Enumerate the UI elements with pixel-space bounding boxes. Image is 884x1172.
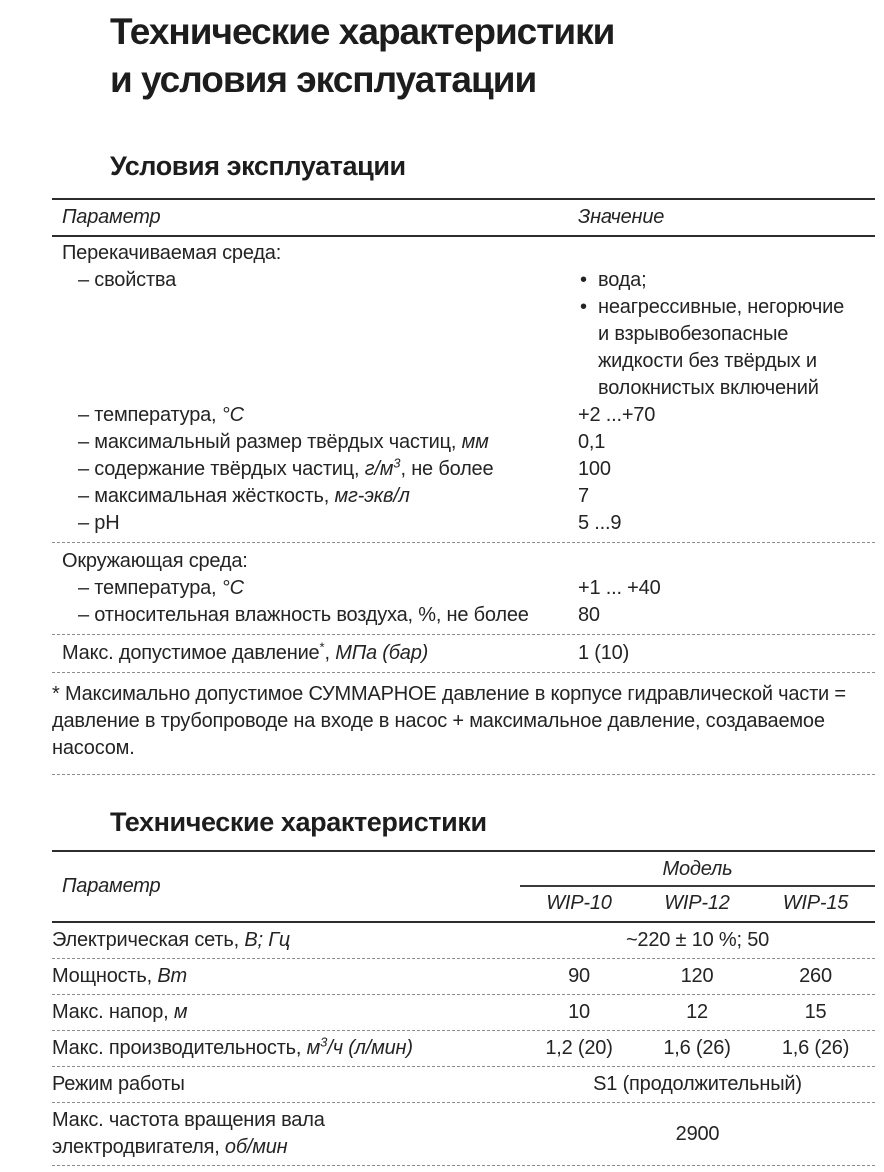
table-row-duty-mode: [52, 1067, 875, 1103]
param-label: – содержание твёрдых частиц, $г/м^3$, не более: [78, 455, 494, 480]
table-row-particle-content: [52, 456, 875, 483]
column-header-param: Параметр: [62, 206, 161, 228]
param-label: – относительная влажность воздуха, %, не более: [78, 604, 529, 626]
table-row-mains: [52, 923, 875, 959]
value-cell: [578, 267, 875, 402]
operating-conditions-table: [52, 198, 875, 775]
param-label: Перекачиваемая среда:: [62, 242, 282, 264]
param-label: Режим работы: [52, 1073, 185, 1095]
value-cell: 1 (10): [578, 642, 630, 664]
table-bottom-divider: [52, 774, 875, 775]
value-cell: 80: [578, 604, 600, 626]
column-header-param: Параметр: [62, 875, 161, 897]
value-cell: 0,1: [578, 431, 606, 453]
value-cell: +1 ... +40: [578, 577, 661, 599]
column-header-model-wip15: WIP-15: [782, 892, 849, 914]
operating-conditions-heading: Условия эксплуатации: [110, 151, 406, 181]
param-label: Макс. производительность, $м^3/ч$ (л/мин): [52, 1034, 413, 1059]
table-row-group-pumped-medium: [52, 240, 875, 267]
table-row-properties: [52, 267, 875, 402]
footnote: * Максимально допустимое СУММАРНОЕ давление в корпусе гидравлической части = давление в трубопроводе на входе в насос + максимальное давление, создаваемое насосом.: [52, 683, 846, 759]
value-cell: [578, 240, 875, 267]
table-body: [52, 237, 875, 775]
specifications-heading: Технические характеристики: [110, 807, 487, 837]
page-title-line-2: и условия эксплуатации: [110, 59, 537, 100]
table-row-temperature: [52, 402, 875, 429]
param-label: Электрическая сеть, В; Гц: [52, 929, 291, 951]
param-label: – максимальная жёсткость, мг-экв/л: [78, 485, 410, 507]
param-label: – максимальный размер твёрдых частиц, мм: [78, 431, 489, 453]
value-cell: 1,6 (26): [663, 1037, 731, 1059]
row-divider: [52, 542, 875, 543]
specifications-section: [0, 806, 884, 1166]
table-header-row: [52, 200, 875, 237]
param-label: Макс. частота вращения вала электродвигателя, об/мин: [52, 1109, 325, 1158]
table-row-max-capacity: [52, 1031, 875, 1067]
column-header-model-wip12: WIP-12: [664, 892, 730, 914]
table-row-max-hardness: [52, 483, 875, 510]
value-cell: 120: [680, 965, 714, 987]
table-row-ph: [52, 510, 875, 537]
value-cell: 90: [568, 965, 590, 987]
operating-conditions-section: [0, 150, 884, 780]
param-label: Окружающая среда:: [62, 550, 248, 572]
param-label: – температура, °С: [78, 404, 244, 426]
table-row-max-particle-size: [52, 429, 875, 456]
column-header-model-wip10: WIP-10: [546, 892, 612, 914]
value-cell: 12: [686, 1001, 708, 1023]
param-label: – pH: [78, 512, 120, 534]
value-cell: [578, 548, 875, 575]
value-cell: ~220 ± 10 %; 50: [625, 929, 770, 951]
row-divider: [52, 634, 875, 635]
column-header-value: Значение: [578, 206, 665, 228]
param-label: Макс. допустимое давление*, МПа (бар): [62, 639, 429, 664]
specifications-table: [52, 850, 875, 1166]
value-cell: 5 ...9: [578, 512, 622, 534]
value-cell: +2 ...+70: [578, 404, 656, 426]
table-row-ambient-temperature: [52, 575, 875, 602]
param-label: Макс. напор, м: [52, 1001, 188, 1023]
value-cell: 1,2 (20): [545, 1037, 613, 1059]
value-cell: 10: [568, 1001, 590, 1023]
param-label: Мощность, Вт: [52, 965, 187, 987]
value-cell: 7: [578, 485, 589, 507]
page-title: [110, 8, 614, 104]
param-label: – температура, °С: [78, 577, 244, 599]
value-cell: 100: [578, 458, 611, 480]
list-item: • неагрессивные, негорючие и взрывобезопасные жидкости без твёрдых и волокнистых включений: [578, 294, 850, 402]
value-cell: 15: [804, 1001, 827, 1023]
table-row-group-environment: [52, 548, 875, 575]
value-cell: 2900: [675, 1122, 720, 1145]
table-row-max-pressure: [52, 640, 875, 667]
value-cell: 1,6 (26): [781, 1037, 850, 1059]
value-cell: 260: [799, 965, 832, 987]
table-header: [52, 852, 875, 923]
table-row-humidity: [52, 602, 875, 629]
param-label: – свойства: [78, 269, 177, 291]
table-row-shaft-speed: [52, 1103, 875, 1166]
list-item: • вода;: [578, 267, 850, 294]
value-cell: S1 (продолжительный): [593, 1073, 802, 1095]
page-title-line-1: Технические характеристики: [110, 11, 615, 52]
column-group-header-model: Модель: [520, 852, 875, 887]
table-row-max-head: [52, 995, 875, 1031]
row-divider: [52, 672, 875, 673]
table-row-power: [52, 959, 875, 995]
